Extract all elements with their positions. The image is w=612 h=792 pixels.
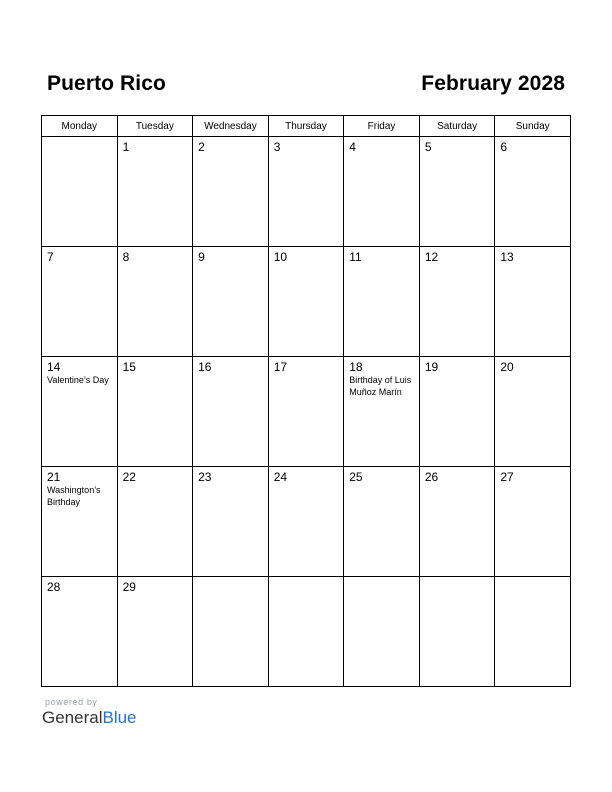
day-cell bbox=[419, 247, 495, 357]
week-row bbox=[42, 137, 571, 247]
month-title: February 2028 bbox=[421, 72, 565, 95]
day-cell bbox=[193, 467, 269, 577]
weekday-header: Wednesday bbox=[193, 116, 269, 137]
day-cell bbox=[268, 357, 344, 467]
day-number: 24 bbox=[273, 470, 288, 484]
day-cell bbox=[344, 247, 420, 357]
calendar-grid bbox=[41, 115, 571, 687]
holiday-label: Valentine’s Day bbox=[47, 375, 109, 385]
day-number: 21 bbox=[47, 470, 61, 484]
day-cell bbox=[42, 577, 118, 687]
day-cell bbox=[268, 577, 344, 687]
day-cell bbox=[42, 137, 118, 247]
day-cell bbox=[495, 357, 571, 467]
day-cell bbox=[117, 247, 193, 357]
day-cell bbox=[117, 137, 193, 247]
brand-blue-text: Blue bbox=[102, 708, 137, 727]
day-number: 22 bbox=[122, 470, 136, 484]
day-number bbox=[269, 577, 344, 580]
day-cell bbox=[419, 577, 495, 687]
day-cell bbox=[268, 247, 344, 357]
day-number: 6 bbox=[500, 140, 508, 154]
day-number: 19 bbox=[424, 360, 439, 374]
day-number bbox=[344, 577, 419, 580]
day-number: 4 bbox=[349, 140, 356, 154]
week-row bbox=[42, 467, 571, 577]
day-cell bbox=[117, 467, 193, 577]
day-cell bbox=[344, 357, 420, 467]
day-number: 12 bbox=[424, 250, 439, 264]
day-cell bbox=[193, 137, 269, 247]
day-cell bbox=[495, 247, 571, 357]
holiday-label: Birthday of Luis Muñoz Marín bbox=[349, 375, 412, 397]
weekday-header: Sunday bbox=[495, 116, 571, 137]
day-number: 10 bbox=[273, 250, 288, 264]
day-cell bbox=[193, 247, 269, 357]
day-number: 23 bbox=[198, 470, 212, 484]
day-number bbox=[42, 137, 117, 140]
weekday-header: Saturday bbox=[419, 116, 495, 137]
holiday-label: Washington’s Birthday bbox=[47, 485, 101, 507]
day-cell bbox=[344, 467, 420, 577]
day-cell bbox=[42, 467, 118, 577]
day-cell bbox=[495, 577, 571, 687]
day-number: 8 bbox=[122, 250, 130, 264]
day-cell bbox=[344, 577, 420, 687]
day-cell bbox=[419, 467, 495, 577]
day-number: 18 bbox=[349, 360, 363, 374]
week-row bbox=[42, 577, 571, 687]
weekday-header: Monday bbox=[42, 116, 118, 137]
day-cell bbox=[419, 357, 495, 467]
weekday-header: Thursday bbox=[268, 116, 344, 137]
day-cell bbox=[193, 357, 269, 467]
day-cell bbox=[42, 247, 118, 357]
weekday-header: Friday bbox=[344, 116, 420, 137]
week-row bbox=[42, 357, 571, 467]
day-cell bbox=[495, 137, 571, 247]
week-row bbox=[42, 247, 571, 357]
day-cell bbox=[193, 577, 269, 687]
day-number: 3 bbox=[273, 140, 281, 154]
day-number: 5 bbox=[424, 140, 432, 154]
day-number: 28 bbox=[47, 580, 61, 594]
day-number: 11 bbox=[349, 250, 362, 264]
region-title: Puerto Rico bbox=[47, 72, 166, 95]
generalblue-logo[interactable] bbox=[42, 708, 137, 728]
day-number: 2 bbox=[198, 140, 205, 154]
day-number bbox=[495, 577, 570, 580]
day-number: 20 bbox=[500, 360, 514, 374]
day-number: 13 bbox=[500, 250, 514, 264]
day-number: 17 bbox=[273, 360, 288, 374]
day-cell bbox=[419, 137, 495, 247]
day-number: 29 bbox=[122, 580, 136, 594]
day-number bbox=[193, 577, 268, 580]
day-number: 26 bbox=[424, 470, 439, 484]
day-cell bbox=[117, 577, 193, 687]
day-cell bbox=[344, 137, 420, 247]
day-number: 7 bbox=[47, 250, 54, 264]
weekday-header: Tuesday bbox=[117, 116, 193, 137]
day-cell bbox=[42, 357, 118, 467]
day-number: 9 bbox=[198, 250, 205, 264]
weekday-header-row bbox=[42, 116, 571, 137]
day-cell bbox=[268, 137, 344, 247]
day-cell bbox=[268, 467, 344, 577]
day-number: 25 bbox=[349, 470, 363, 484]
day-number: 16 bbox=[198, 360, 212, 374]
day-number: 27 bbox=[500, 470, 514, 484]
day-number: 1 bbox=[122, 140, 130, 154]
day-number bbox=[420, 577, 495, 580]
brand-general-text: General bbox=[42, 708, 103, 727]
powered-by-text: powered by bbox=[45, 697, 98, 707]
day-cell bbox=[495, 467, 571, 577]
day-number: 15 bbox=[122, 360, 136, 374]
day-cell bbox=[117, 357, 193, 467]
day-number: 14 bbox=[47, 360, 61, 374]
